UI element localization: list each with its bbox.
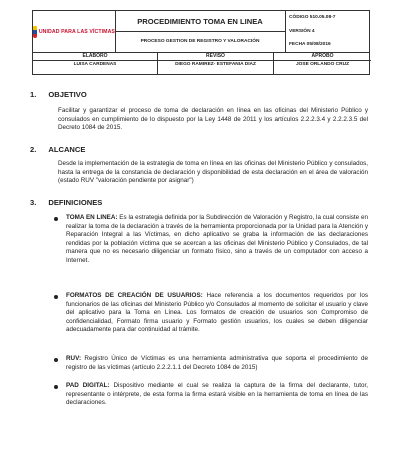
section-title: OBJETIVO	[48, 90, 87, 99]
signature-heading: REVISO	[158, 53, 273, 61]
process-name: PROCESO GESTION DE REGISTRO Y VALORACIÓN	[140, 39, 260, 44]
definition-text: Hace referencia a los documentos requeridos por los funcionarios de las oficinas del Ministerio Público y/o Consulados al momento de solicitar el usuario y clave del aplicativo para la Toma en Línea. Los formatos de creación de usuarios son Compromiso de confidencialidad, Formato firma usuario y Formato gestión usuarios, los cuales se deben diligenciar adecuadamente para dar continuidad al trámite.	[66, 292, 368, 334]
document-meta	[285, 11, 370, 52]
definition-term: RUV:	[66, 355, 82, 362]
bullet-icon	[54, 358, 58, 362]
definition-term: FORMATOS DE CREACIÓN DE USUARIOS:	[66, 292, 203, 299]
section-title: ALCANCE	[48, 145, 86, 154]
section-number: 1.	[30, 90, 37, 99]
section-title: DEFINICIONES	[48, 198, 103, 207]
definition-item	[54, 214, 368, 266]
definition-term: TOMA EN LINEA:	[66, 214, 118, 221]
definition-body	[66, 292, 368, 335]
signature-name: DIEGO RAMIREZ- ESTEFANIA DIAZ	[175, 62, 256, 67]
signature-name: LUISA CARDENAS	[73, 62, 117, 67]
section-heading-alcance	[30, 145, 85, 154]
section-text-objetivo: Facilitar y garantizar el proceso de toma de declaración en línea en las oficinas del Ministerio Público y consulados en cumplimiento de lo dispuesto por la Ley 1448 de 2011 y los artículos 2.2.2.3.4 y 2.2.2.3.5 del Decreto 1084 de 2015.	[58, 107, 368, 132]
definition-body	[66, 382, 368, 408]
signature-cell-aprobo	[274, 53, 371, 74]
signature-table	[32, 53, 370, 75]
bullet-icon	[54, 385, 58, 389]
bullet-icon	[54, 295, 58, 299]
document-title: PROCEDIMIENTO TOMA EN LINEA	[115, 11, 285, 32]
definition-body	[66, 355, 368, 372]
definition-text: Dispositivo mediante el cual se realiza la captura de la firma del declarante, tutor, representante o intérprete, de esta forma la firma estará visible en la herramienta de toma en línea de las declaraciones.	[66, 382, 369, 407]
signature-cell-elaboro	[33, 53, 158, 74]
logo-text: UNIDAD PARA LAS VÍCTIMAS	[38, 28, 115, 35]
definition-body	[66, 214, 368, 266]
colombia-seal-icon	[33, 26, 37, 38]
document-date: FECHA 05/08/2016	[289, 42, 331, 48]
section-heading-objetivo	[30, 90, 87, 99]
signature-heading: APROBO	[274, 53, 371, 61]
document-code: CÓDIGO 510.05.08-7	[289, 15, 336, 21]
definition-term: PAD DIGITAL:	[66, 382, 110, 389]
section-heading-definiciones	[30, 198, 102, 207]
definition-text: Es la estrategia definida por la Subdirección de Valoración y Registro, la cual consiste en realizar la toma de la declaración a través de la herramienta proporcionada por la Unidad para la Atención y Reparación Integral a las Víctimas, en dicho aplicativo se graba la información de las declaraciones rendidas por la población víctima que se acercan a las oficinas del Ministerio Público y Consulados, de tal manera que no es necesario diligenciar un formato físico, sino a través de un computador con acceso a Internet.	[66, 214, 368, 264]
document-header	[32, 10, 370, 53]
signature-cell-reviso	[158, 53, 274, 74]
definition-text: Registro Único de Víctimas es una herramienta administrativa que soporta el procedimiento de registro de las víctimas (artículo 2.2.2.1.1 del Decreto 1084 de 2015)	[66, 355, 368, 371]
definition-item	[54, 292, 368, 335]
section-number: 3.	[30, 198, 37, 207]
document-version: VERSIÓN 4	[289, 28, 315, 34]
section-number: 2.	[30, 145, 37, 154]
section-text-alcance: Desde la implementación de la estrategia de toma en línea en las oficinas del Ministerio Público y consulados, hasta la entrega de la constancia de declaración y disponibilidad de esta declaración en el área de valoración (estado RUV "valoración pendiente por asignar")	[58, 160, 368, 185]
signature-heading: ELABORO	[33, 53, 157, 61]
definition-item	[54, 382, 368, 408]
unidad-victimas-logo	[33, 11, 116, 52]
definition-item	[54, 355, 368, 372]
bullet-icon	[54, 217, 58, 221]
signature-name: JOSE ORLANDO CRUZ	[295, 62, 350, 67]
